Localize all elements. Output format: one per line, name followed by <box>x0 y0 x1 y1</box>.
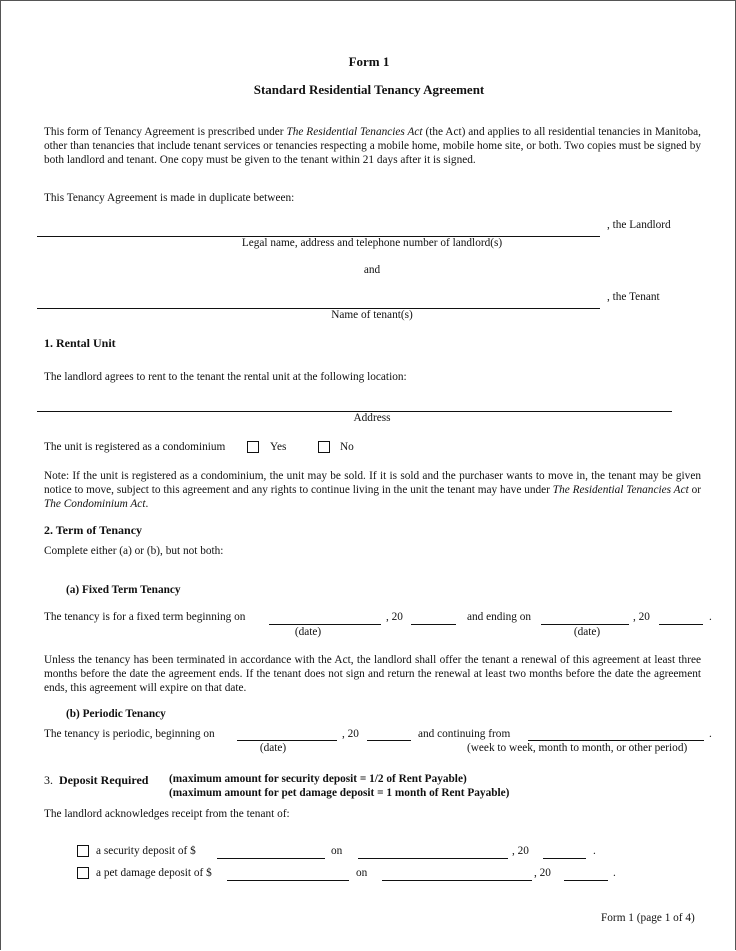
term-instruction: Complete either (a) or (b), but not both: <box>44 545 224 557</box>
pet-deposit-checkbox[interactable] <box>77 867 89 879</box>
act-name: The Residential Tenancies Act <box>286 126 423 138</box>
security-date-field[interactable] <box>358 858 508 859</box>
fixed-end-period: . <box>709 611 712 623</box>
fixed-start-year-field[interactable] <box>411 624 456 625</box>
fixed-term-text: The tenancy is for a fixed term beginning on <box>44 611 246 623</box>
landlord-suffix: , the Landlord <box>607 219 671 231</box>
fixed-start-date-field[interactable] <box>269 624 381 625</box>
rental-unit-text: The landlord agrees to rent to the tenant the rental unit at the following location: <box>44 371 407 383</box>
fixed-term-heading: (a) Fixed Term Tenancy <box>66 584 181 596</box>
fixed-end-year-field[interactable] <box>659 624 703 625</box>
tenant-suffix: , the Tenant <box>607 291 660 303</box>
security-deposit-label: a security deposit of $ <box>96 845 196 857</box>
pet-date-field[interactable] <box>382 880 532 881</box>
made-between-text: This Tenancy Agreement is made in duplicate between: <box>44 192 295 204</box>
security-deposit-checkbox[interactable] <box>77 845 89 857</box>
max-security-text: (maximum amount for security deposit = 1/2 of Rent Payable) <box>169 773 467 785</box>
form-title: Standard Residential Tenancy Agreement <box>253 82 485 97</box>
pet-period: . <box>613 867 616 879</box>
fixed-end-date-caption: (date) <box>573 626 601 638</box>
ending-on-text: and ending on <box>467 611 532 623</box>
security-year-field[interactable] <box>543 858 586 859</box>
periodic-year-field[interactable] <box>367 740 411 741</box>
condo-yes-label: Yes <box>270 441 287 453</box>
period-type-caption: (week to week, month to month, or other period) <box>467 742 688 754</box>
pet-amount-field[interactable] <box>227 880 349 881</box>
periodic-heading: (b) Periodic Tenancy <box>66 708 166 720</box>
periodic-comma20: , 20 <box>342 728 359 740</box>
and-text: and <box>363 264 381 276</box>
acknowledges-text: The landlord acknowledges receipt from the tenant of: <box>44 808 290 820</box>
period-type-field[interactable] <box>528 740 704 741</box>
condo-label: The unit is registered as a condominium <box>44 441 226 453</box>
periodic-text: The tenancy is periodic, beginning on <box>44 728 215 740</box>
address-caption: Address <box>353 412 391 424</box>
condo-note: Note: If the unit is registered as a condominium, the unit may be sold. If it is sold and the purchaser wants to move in, the tenant may be given notice to move, subject to this agreement and any rights to continue living in the unit the tenant may have under The Residential Tenancies Act or The Condominium Act. <box>44 470 701 510</box>
periodic-period: . <box>709 728 712 740</box>
security-comma20: , 20 <box>512 845 529 857</box>
periodic-date-caption: (date) <box>259 742 287 754</box>
tenant-caption: Name of tenant(s) <box>331 309 413 321</box>
periodic-start-date-field[interactable] <box>237 740 337 741</box>
form-number: Form 1 <box>348 54 390 69</box>
section-deposit-heading: 3. Deposit Required <box>44 773 149 787</box>
pet-year-field[interactable] <box>564 880 608 881</box>
fixed-start-date-caption: (date) <box>294 626 322 638</box>
intro-paragraph: This form of Tenancy Agreement is prescribed under The Residential Tenancies Act (the Act) and applies to all residential tenancies in Manitoba, other than tenancies that include tenant services or tenancies respecting a mobile home, mobile home site, or both. Two copies must be signed by both landlord and tenant. One copy must be given to the tenant within 21 days after it is signed. <box>44 126 701 166</box>
condo-yes-checkbox[interactable] <box>247 441 259 453</box>
security-on-text: on <box>331 845 343 857</box>
security-amount-field[interactable] <box>217 858 325 859</box>
pet-comma20: , 20 <box>534 867 551 879</box>
section-rental-unit-heading: 1. Rental Unit <box>44 336 116 350</box>
pet-on-text: on <box>356 867 368 879</box>
security-period: . <box>593 845 596 857</box>
fixed-end-comma20: , 20 <box>633 611 650 623</box>
landlord-caption: Legal name, address and telephone number of landlord(s) <box>241 237 503 249</box>
continuing-from-text: and continuing from <box>418 728 511 740</box>
max-pet-text: (maximum amount for pet damage deposit = 1 month of Rent Payable) <box>169 787 510 799</box>
pet-deposit-label: a pet damage deposit of $ <box>96 867 212 879</box>
fixed-start-comma20: , 20 <box>386 611 403 623</box>
page-number: Form 1 (page 1 of 4) <box>601 912 695 924</box>
condo-no-label: No <box>340 441 354 453</box>
condo-no-checkbox[interactable] <box>318 441 330 453</box>
section-term-heading: 2. Term of Tenancy <box>44 523 143 537</box>
renewal-paragraph: Unless the tenancy has been terminated in accordance with the Act, the landlord shall offer the tenant a renewal of this agreement at least three months before the date the agreement ends. If the tenant does not sign and return the renewal at least two months before the date the agreement ends, this agreement will expire on that date. <box>44 654 701 694</box>
fixed-end-date-field[interactable] <box>541 624 629 625</box>
